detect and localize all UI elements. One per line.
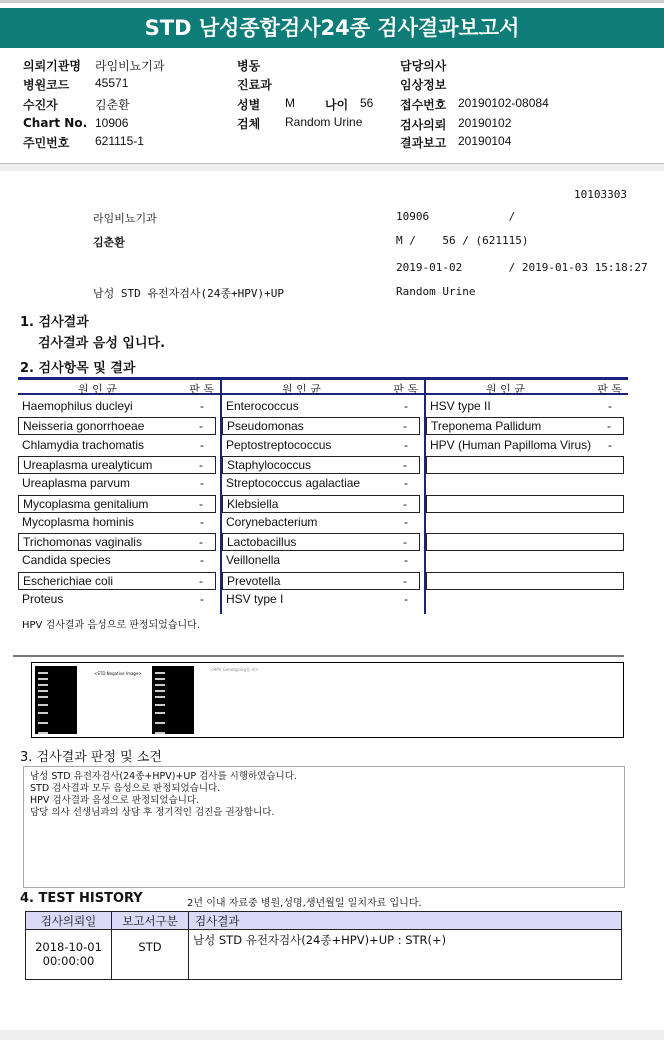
header-pathogen: 원 인 균	[282, 383, 321, 396]
pathogen-result: -	[199, 496, 203, 511]
hospital-code-value: 45571	[95, 76, 129, 90]
pathogen-name: Ureaplasma parvum	[22, 476, 131, 491]
pathogen-result: -	[404, 476, 408, 491]
history-type: STD	[112, 930, 189, 980]
ward-label: 병동	[237, 59, 261, 73]
section2-title: 2. 검사항목 및 결과	[20, 361, 136, 376]
table-row	[18, 514, 216, 532]
gel-lane-image	[152, 666, 194, 734]
header-result: 판 독	[393, 383, 418, 396]
table-row	[426, 437, 624, 455]
test-history-table	[25, 911, 622, 980]
pathogen-result: -	[199, 535, 203, 550]
pathogen-name: Haemophilus ducleyi	[22, 399, 133, 413]
table-row	[426, 495, 624, 513]
table-row	[18, 475, 216, 493]
section4-title: 4. TEST HISTORY	[20, 891, 143, 906]
pathogen-name: Prevotella	[227, 573, 281, 588]
table-row	[222, 417, 420, 435]
pathogen-result: -	[404, 553, 408, 568]
table-row	[222, 495, 420, 513]
pathogen-name: Proteus	[22, 592, 64, 606]
pathogen-name: Mycoplasma hominis	[22, 514, 135, 529]
report-label: 결과보고	[400, 136, 447, 150]
pathogen-result: -	[200, 592, 204, 606]
pathogen-name: Klebsiella	[227, 496, 279, 511]
table-row	[222, 533, 420, 551]
pathogen-name: Staphylococcus	[227, 457, 312, 472]
specimen-value: Random Urine	[285, 115, 363, 129]
table-row	[222, 456, 420, 474]
pathogen-name: Chlamydia trachomatis	[22, 437, 145, 452]
pathogen-result: -	[403, 535, 407, 550]
doctor-label: 담당의사	[400, 59, 447, 73]
pathogen-result: -	[607, 419, 611, 434]
result-summary: 검사결과 음성 입니다.	[38, 336, 166, 351]
pathogen-result: -	[200, 514, 204, 529]
history-time: 00:00:00	[42, 954, 95, 968]
receipt-value: 20190102-08084	[458, 96, 549, 110]
pathogen-column	[18, 377, 220, 606]
pathogen-name: Candida species	[22, 553, 111, 568]
opinion-line: HPV 검사결과 음성으로 판정되었습니다.	[30, 795, 200, 806]
institution-value: 라임비뇨기과	[95, 59, 165, 73]
table-row	[426, 475, 624, 493]
pathogen-name: Peptostreptococcus	[226, 437, 332, 452]
patient-value: 김춘환	[95, 98, 130, 112]
col-header-result: 검사결과	[189, 912, 622, 930]
pathogen-column	[426, 377, 628, 452]
pathogen-column	[222, 377, 424, 606]
pathogen-result: -	[199, 419, 203, 434]
table-row	[222, 475, 420, 493]
top-border	[0, 0, 664, 3]
history-date: 2018-10-01	[35, 940, 102, 954]
pathogen-result: -	[200, 399, 204, 413]
pathogen-result: -	[404, 592, 408, 606]
table-row	[222, 591, 420, 609]
opinion-line: 남성 STD 유전자검사(24종+HPV)+UP 검사를 시행하였습니다.	[30, 771, 297, 782]
gel-label-std: <STD Negative Image>	[94, 671, 142, 676]
table-row	[426, 456, 624, 474]
pathogen-name: HPV (Human Papilloma Virus)	[430, 437, 592, 452]
table-row	[426, 533, 624, 551]
pathogen-result: -	[404, 514, 408, 529]
pathogen-name: Escherichiae coli	[23, 573, 114, 588]
specimen-label: 검체	[237, 117, 261, 131]
table-row	[222, 572, 420, 590]
report-title: STD 남성종합검사24종 검사결과보고서	[0, 8, 664, 48]
pathogen-name: Neisseria gonorrhoeae	[23, 419, 145, 434]
pathogen-result: -	[403, 419, 407, 434]
opinion-line: 담당 의사 선생님과의 상담 후 정기적인 검진을 권장합니다.	[30, 807, 275, 818]
table-row	[18, 417, 216, 435]
pathogen-name: Treponema Pallidum	[431, 419, 542, 434]
gel-electrophoresis-image	[31, 662, 624, 738]
table-row	[222, 514, 420, 532]
table-row	[222, 398, 420, 416]
pathogen-name: Streptococcus agalactiae	[226, 476, 361, 491]
column-header	[426, 377, 628, 395]
table-row	[426, 417, 624, 435]
report-specimen: Random Urine	[396, 285, 476, 298]
pathogen-result: -	[200, 476, 204, 491]
pathogen-result: -	[404, 437, 408, 452]
sex-label: 성별	[237, 98, 261, 112]
pathogen-name: Corynebacterium	[226, 514, 318, 529]
table-row	[18, 572, 216, 590]
table-row	[18, 495, 216, 513]
table-row	[18, 398, 216, 416]
age-label: 나이	[325, 98, 349, 112]
pathogen-name: Ureaplasma urealyticum	[23, 457, 153, 472]
report-patient: 김춘환	[93, 236, 125, 249]
pathogen-result: -	[199, 457, 203, 472]
section1-title: 1. 검사결과	[20, 315, 89, 330]
pathogen-result: -	[200, 553, 204, 568]
table-row	[18, 533, 216, 551]
resident-label: 주민번호	[23, 136, 70, 150]
history-result: 남성 STD 유전자검사(24종+HPV)+UP : STR(+)	[189, 930, 622, 980]
pathogen-name: HSV type II	[430, 399, 491, 413]
divider	[0, 163, 664, 171]
report-value: 20190104	[458, 134, 512, 148]
col-header-type: 보고서구분	[112, 912, 189, 930]
table-row	[18, 437, 216, 455]
pathogen-name: Mycoplasma genitalium	[23, 496, 149, 511]
column-header	[222, 377, 424, 395]
table-row	[18, 456, 216, 474]
report-institution: 라임비뇨기과	[93, 212, 157, 225]
request-value: 20190102	[458, 116, 512, 130]
section3-title: 3. 검사결과 판정 및 소견	[20, 750, 162, 765]
dept-label: 진료과	[237, 78, 272, 92]
pathogen-result: -	[404, 399, 408, 413]
gel-lane-image	[35, 666, 77, 734]
table-row	[222, 552, 420, 570]
request-label: 검사의뢰	[400, 118, 447, 132]
table-row	[26, 930, 622, 980]
patient-label: 수진자	[23, 98, 58, 112]
opinion-line: STD 검사결과 모두 음성으로 판정되었습니다.	[30, 783, 221, 794]
hospital-code-label: 병원코드	[23, 78, 70, 92]
pathogen-result: -	[403, 573, 407, 588]
pathogen-name: Enterococcus	[226, 399, 299, 413]
pathogen-result: -	[608, 399, 612, 413]
header-result: 판 독	[597, 383, 622, 396]
pathogen-name: Trichomonas vaginalis	[23, 535, 142, 550]
chart-label: Chart No.	[23, 116, 88, 130]
table-row	[426, 572, 624, 590]
footer-bar	[0, 1030, 664, 1040]
clinical-label: 임상정보	[400, 78, 447, 92]
table-row	[426, 398, 624, 416]
table-row	[18, 591, 216, 609]
age-value: 56	[360, 96, 374, 110]
institution-label: 의뢰기관명	[23, 59, 81, 73]
receipt-label: 접수번호	[400, 98, 447, 112]
table-row	[426, 514, 624, 532]
resident-value: 621115-1	[95, 134, 144, 148]
report-dates: 2019-01-02 / 2019-01-03 15:18:27	[396, 261, 648, 274]
pathogen-name: HSV type I	[226, 592, 284, 606]
pathogen-name: Veillonella	[226, 553, 281, 568]
header-pathogen: 원 인 균	[78, 383, 117, 396]
report-test-name: 남성 STD 유전자검사(24종+HPV)+UP	[93, 287, 284, 300]
pathogen-name: Lactobacillus	[227, 535, 297, 550]
divider	[13, 655, 624, 657]
report-chart: 10906 /	[396, 210, 516, 223]
sex-value: M	[285, 96, 295, 110]
column-header	[18, 377, 220, 395]
header-result: 판 독	[189, 383, 214, 396]
col-header-date: 검사의뢰일	[26, 912, 112, 930]
report-code: 10103303	[574, 188, 627, 201]
table-row	[18, 552, 216, 570]
pathogen-result: -	[403, 457, 407, 472]
pathogen-result: -	[608, 437, 612, 452]
history-note: 2년 이내 자료중 병원,성명,생년월일 일치자료 입니다.	[187, 898, 422, 909]
table-row	[222, 437, 420, 455]
header-pathogen: 원 인 균	[486, 383, 525, 396]
pathogen-result: -	[403, 496, 407, 511]
report-sex-age: M / 56 / (621115)	[396, 234, 529, 247]
hpv-note: HPV 검사결과 음성으로 판정되었습니다.	[22, 620, 201, 631]
pathogen-name: Pseudomonas	[227, 419, 304, 434]
pathogen-result: -	[199, 573, 203, 588]
opinion-box	[23, 766, 625, 888]
gel-label-hpv: <HPV Genotyping결 과>	[210, 667, 259, 672]
chart-value: 10906	[95, 116, 129, 130]
pathogen-result: -	[200, 437, 204, 452]
table-row	[426, 552, 624, 570]
